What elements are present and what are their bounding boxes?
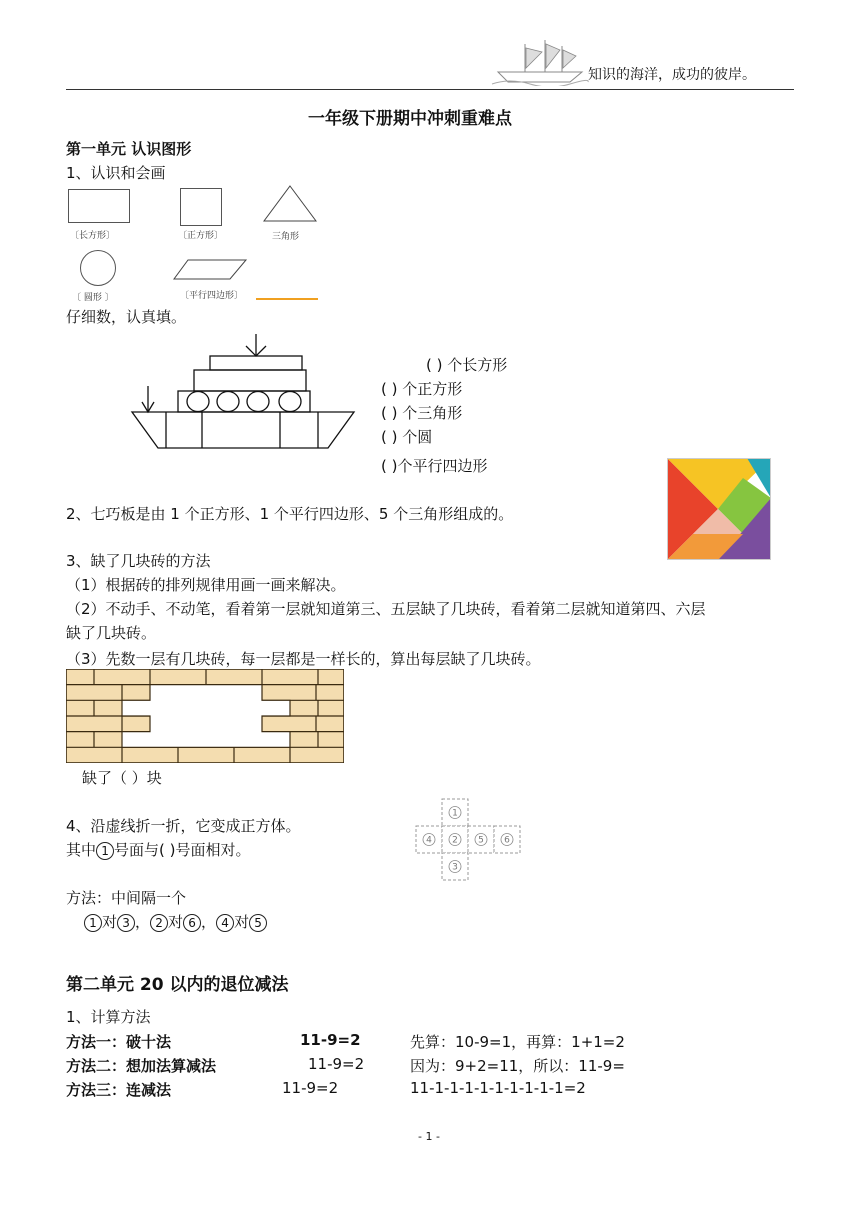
header-motto: 知识的海洋，成功的彼岸。: [588, 67, 756, 83]
net-face-5: 5: [478, 835, 484, 846]
pair-3-a: 4: [216, 914, 234, 932]
net-face-1: 1: [452, 808, 458, 819]
unit1-q4-method: 方法：中间隔一个: [66, 889, 187, 907]
pair-sep: 对: [102, 913, 118, 931]
blank-triangles[interactable]: ( ) 个三角形: [381, 404, 463, 422]
tangram-image: [667, 458, 771, 564]
net-face-3: 3: [452, 862, 458, 873]
orange-underline: [256, 298, 318, 300]
method-3-formula: 11-9=2: [282, 1079, 339, 1097]
shape-label-parallelogram: 〔平行四边形〕: [180, 291, 244, 301]
unit1-q2: 2、七巧板是由 1 个正方形、1 个平行四边形、5 个三角形组成的。: [66, 505, 514, 523]
circle-figure: [80, 250, 116, 286]
method-3-name: 方法三：连减法: [66, 1081, 172, 1099]
net-face-4: 4: [426, 835, 432, 846]
net-face-2: 2: [452, 835, 458, 846]
q3-line-1: （1）根据砖的排列规律用画一画来解决。: [66, 576, 346, 594]
method-2-name: 方法二：想加法算减法: [66, 1057, 217, 1075]
boat-figure: [128, 330, 360, 458]
pair-1-a: 1: [84, 914, 102, 932]
method-3-note: 11-1-1-1-1-1-1-1-1-1=2: [410, 1079, 586, 1097]
parallelogram-figure: [172, 258, 248, 286]
blank-squares[interactable]: ( ) 个正方形: [381, 380, 463, 398]
shape-label-rectangle: 〔长方形〕: [70, 231, 116, 241]
ship-logo: [490, 38, 590, 86]
q3-line-4: （3）先数一层有几块砖，每一层都是一样长的，算出每层缺了几块砖。: [66, 650, 541, 668]
unit1-q3-title: 3、缺了几块砖的方法: [66, 552, 211, 570]
method-1-formula: 11-9=2: [300, 1031, 361, 1049]
unit2-q1: 1、计算方法: [66, 1008, 151, 1026]
method-2-note: 因为：9+2=11，所以：11-9=: [410, 1057, 625, 1075]
q3-line-3: 缺了几块砖。: [66, 624, 157, 642]
pair-3-b: 5: [249, 914, 267, 932]
method-1-name: 方法一：破十法: [66, 1033, 172, 1051]
q3-answer-blank[interactable]: 缺了（ ）块: [82, 769, 162, 787]
method-2-formula: 11-9=2: [308, 1055, 365, 1073]
method-1-note: 先算：10-9=1，再算：1+1=2: [410, 1033, 625, 1051]
triangle-figure: [262, 184, 318, 228]
page-number: - 1 -: [418, 1130, 440, 1143]
unit1-q1: 1、认识和会画: [66, 164, 166, 182]
page-title: 一年级下册期中冲刺重难点: [308, 109, 512, 129]
count-prompt: 仔细数，认真填。: [66, 308, 187, 326]
unit1-q4-line1: 4、沿虚线折一折，它变成正方体。: [66, 817, 301, 835]
unit2-heading: 第二单元 20 以内的退位减法: [66, 975, 289, 995]
q4-pairs: 1 对 3 ， 2 对 6 ， 4 对 5: [84, 911, 267, 932]
rectangle-figure: [68, 189, 130, 223]
q4-text-a: 其中: [66, 841, 97, 859]
unit1-heading: 第一单元 认识图形: [66, 140, 192, 158]
q4-circle-number: 1: [96, 842, 114, 860]
q3-line-2: （2）不动手、不动笔，看着第一层就知道第三、五层缺了几块砖，看着第二层就知道第四、六层: [66, 600, 706, 618]
pair-sep: 对: [234, 913, 250, 931]
blank-parallelograms[interactable]: ( )个平行四边形: [381, 457, 488, 475]
shape-label-square: 〔正方形〕: [178, 231, 224, 241]
pair-1-b: 3: [117, 914, 135, 932]
header-rule: [66, 89, 794, 90]
shape-label-circle: 〔 圆形 〕: [72, 293, 114, 303]
pair-sep: 对: [168, 913, 184, 931]
blank-rectangles[interactable]: ( ) 个长方形: [426, 356, 508, 374]
unit1-q4-line2: [66, 839, 251, 860]
q4-text-b[interactable]: 号面与( )号面相对。: [114, 841, 251, 859]
net-face-6: 6: [504, 835, 510, 846]
brick-wall-figure: [66, 669, 344, 767]
square-figure: [180, 188, 222, 226]
shape-label-triangle: 三角形: [272, 232, 300, 242]
blank-circles[interactable]: ( ) 个圆: [381, 428, 433, 446]
pair-2-b: 6: [183, 914, 201, 932]
cube-net-figure: [412, 797, 524, 887]
pair-2-a: 2: [150, 914, 168, 932]
